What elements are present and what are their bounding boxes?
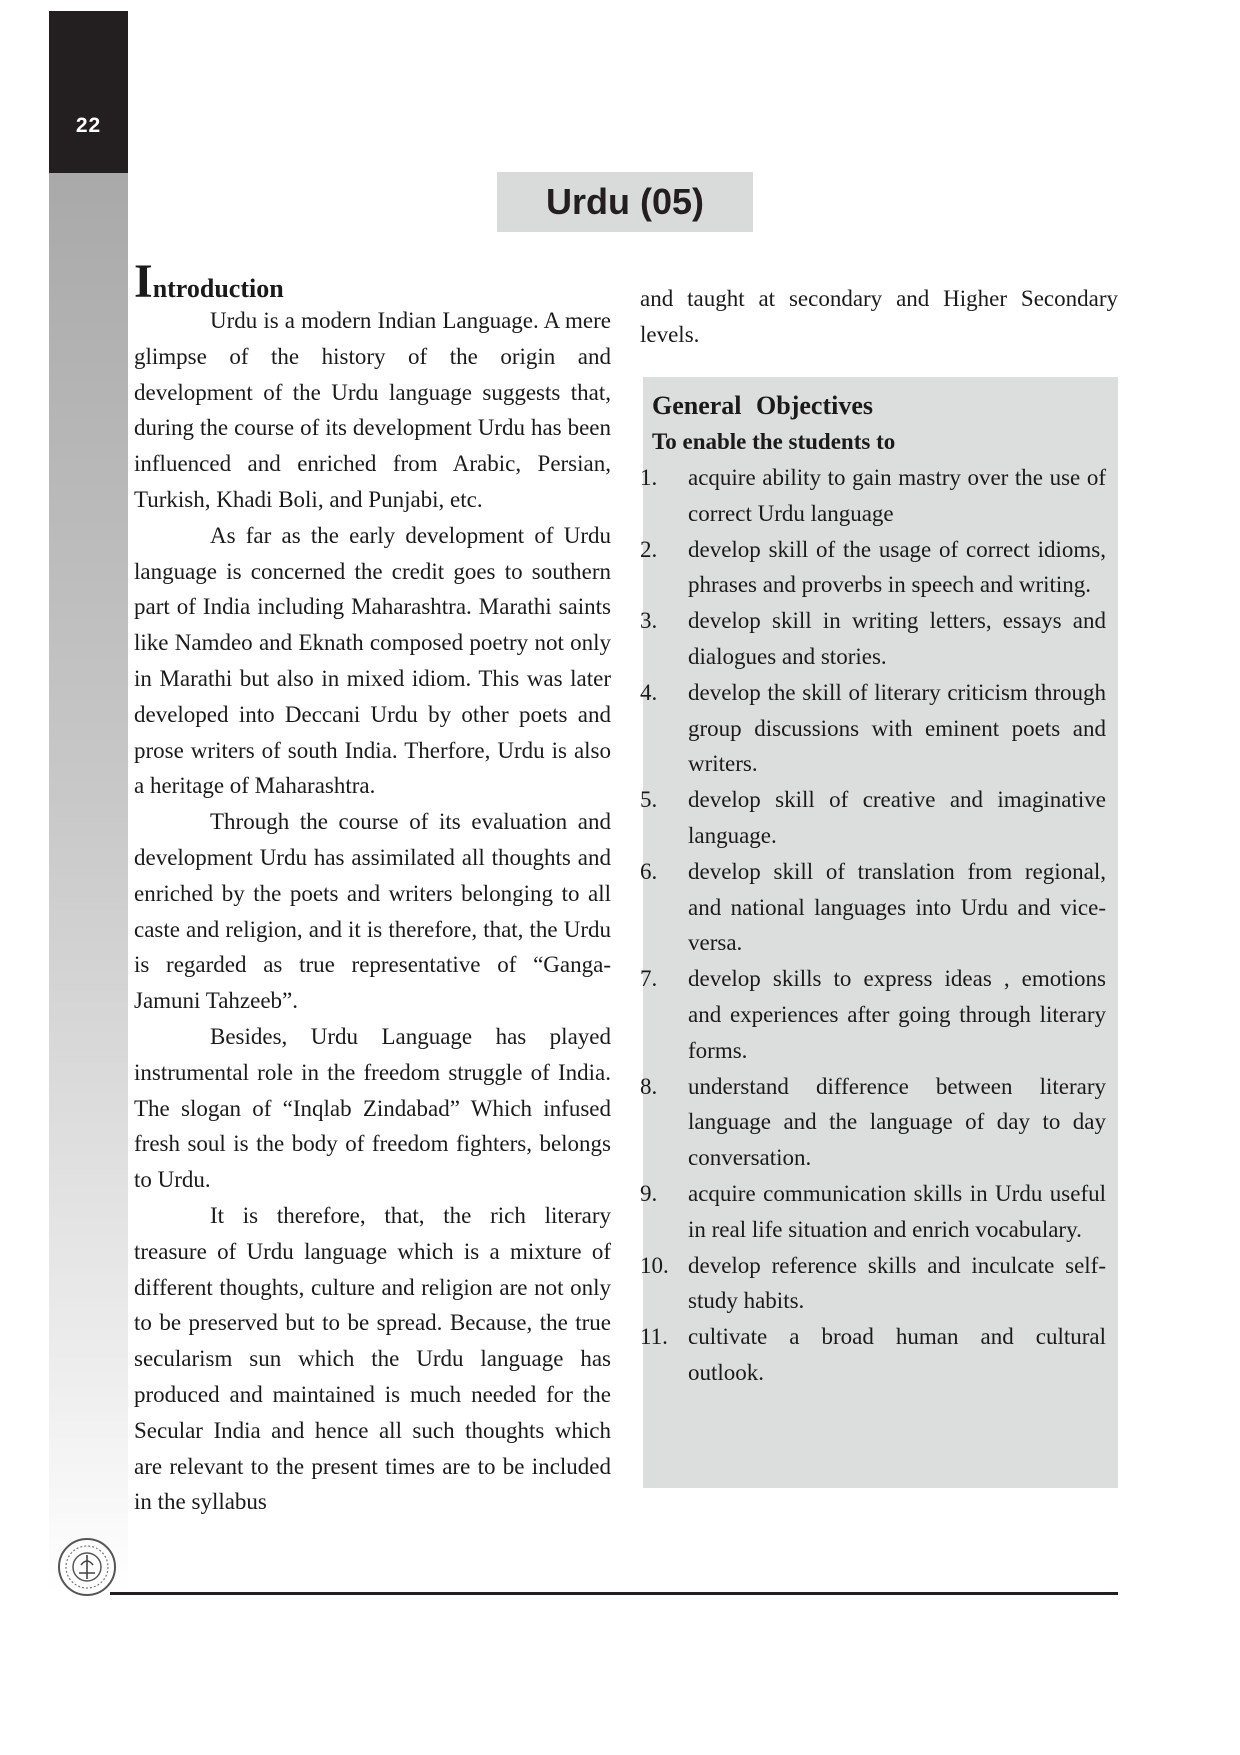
- objectives-list: [640, 460, 1106, 1391]
- objective-text: develop skill of translation from regional, and national languages into Urdu and vice-versa.: [688, 858, 1106, 956]
- objective-item: [640, 603, 1106, 675]
- footer-rule: [110, 1592, 1118, 1595]
- objective-number: 7.: [640, 966, 658, 992]
- objective-number: 4.: [640, 679, 658, 705]
- objective-text: understand difference between literary language and the language of day to day conversation.: [688, 1073, 1106, 1171]
- objective-text: develop skill in writing letters, essays and dialogues and stories.: [688, 608, 1106, 669]
- objectives-title: General Objectives: [652, 391, 873, 420]
- objective-text: develop skills to express ideas , emotions and experiences after going through literary forms.: [688, 966, 1106, 1063]
- drop-cap: I: [134, 255, 153, 308]
- objective-number: 2.: [640, 536, 658, 562]
- intro-paragraph: Urdu is a modern Indian Language. A mere glimpse of the history of the origin and development of the Urdu language suggests that, during the course of its development Urdu has been influenced and enriched from Arabic, Persian, Turkish, Khadi Boli, and Punjabi, etc.: [134, 308, 611, 512]
- objective-item: [640, 961, 1106, 1068]
- objective-item: [640, 1176, 1106, 1248]
- intro-continuation: and taught at secondary and Higher Secondary levels.: [640, 286, 1118, 347]
- objective-item: [640, 532, 1106, 604]
- objective-text: develop reference skills and inculcate self-study habits.: [688, 1252, 1106, 1314]
- side-tab-dark: [49, 11, 128, 173]
- intro-paragraph: Besides, Urdu Language has played instrumental role in the freedom struggle of India. The slogan of “Inqlab Zindabad” Which infused fresh soul is the body of freedom fighters, belongs to Urdu.: [134, 1023, 611, 1193]
- objective-number: 3.: [640, 608, 658, 634]
- objective-number: 10.: [640, 1252, 669, 1278]
- side-gradient-bar: [49, 173, 128, 1593]
- objective-number: 5.: [640, 787, 658, 813]
- heading-rest: ntroduction: [152, 274, 284, 303]
- page-number: 22: [75, 114, 102, 137]
- objective-text: cultivate a broad human and cultural outlook.: [688, 1324, 1106, 1385]
- objective-text: develop the skill of literary criticism through group discussions with eminent poets and writers.: [688, 679, 1106, 777]
- objective-item: [640, 1248, 1106, 1320]
- intro-paragraph: As far as the early development of Urdu language is concerned the credit goes to southern part of India including Maharashtra. Marathi saints like Namdeo and Eknath composed poetry not only in Marathi but also in mixed idiom. This was later developed into Deccani Urdu by other poets and prose writers of south India. Therfore, Urdu is also a heritage of Maharashtra.: [134, 522, 611, 799]
- objective-item: [640, 1319, 1106, 1391]
- objective-number: 9.: [640, 1180, 658, 1206]
- objective-number: 6.: [640, 858, 658, 884]
- objective-text: develop skill of the usage of correct idioms, phrases and proverbs in speech and writing.: [688, 536, 1106, 598]
- introduction-heading: [134, 255, 611, 309]
- objective-number: 11.: [640, 1324, 668, 1350]
- objective-item: [640, 1069, 1106, 1176]
- introduction-section: [134, 255, 611, 1520]
- objective-item: [640, 782, 1106, 854]
- objective-item: [640, 854, 1106, 961]
- objective-text: develop skill of creative and imaginative language.: [688, 787, 1106, 848]
- objective-text: acquire communication skills in Urdu useful in real life situation and enrich vocabulary.: [688, 1180, 1106, 1242]
- emblem-seal-icon: [57, 1537, 117, 1597]
- objective-number: 8.: [640, 1073, 658, 1099]
- page-title: Urdu (05): [497, 172, 753, 232]
- objective-number: 1.: [640, 465, 658, 490]
- intro-paragraph: Through the course of its evaluation and development Urdu has assimilated all thoughts and enriched by the poets and writers belonging to all caste and religion, and it is therefore, that, the Urdu is regarded as true representative of “Ganga-Jamuni Tahzeeb”.: [134, 809, 611, 1014]
- objective-text: acquire ability to gain mastry over the use of correct Urdu language: [688, 465, 1106, 526]
- objectives-subtitle: To enable the students to: [652, 429, 896, 454]
- intro-paragraph: It is therefore, that, the rich literary treasure of Urdu language which is a mixture of different thoughts, culture and religion are not only to be preserved but to be spread. Because, the true secularism sun which the Urdu language has produced and maintained is much needed for the Secular India and hence all such thoughts which are relevant to the present times are to be included in the syllabus: [134, 1202, 611, 1515]
- objective-item: [640, 675, 1106, 782]
- objective-item: [640, 460, 1106, 532]
